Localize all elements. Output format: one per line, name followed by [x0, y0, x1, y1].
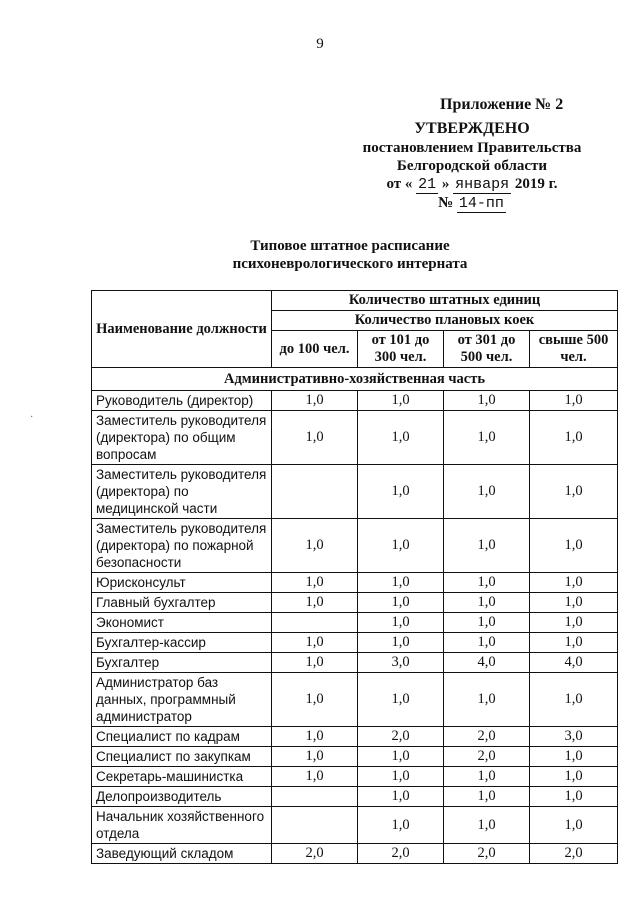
staff-units-value: 1,0	[358, 767, 444, 787]
staff-units-value: 1,0	[358, 633, 444, 653]
staff-units-value: 1,0	[530, 573, 618, 593]
staff-units-value: 1,0	[272, 573, 358, 593]
position-name: Заместитель руководителя (директора) по медицинской части	[92, 465, 272, 519]
position-name: Экономист	[92, 613, 272, 633]
approval-date	[322, 175, 622, 194]
table-row	[92, 613, 618, 633]
position-name: Начальник хозяйственного отдела	[92, 807, 272, 844]
title-line-2: психоневрологического интерната	[232, 256, 468, 272]
header-group-staff-units: Количество штатных единиц	[272, 291, 618, 311]
staff-units-value: 2,0	[444, 727, 530, 747]
staff-units-value: 4,0	[530, 653, 618, 673]
staff-units-value: 2,0	[272, 844, 358, 864]
staff-units-value: 1,0	[358, 747, 444, 767]
staff-units-value: 1,0	[444, 767, 530, 787]
staff-units-value: 1,0	[530, 411, 618, 465]
staff-units-value: 2,0	[444, 747, 530, 767]
appendix-label: Приложение № 2	[440, 96, 564, 113]
staff-units-value: 1,0	[530, 519, 618, 573]
margin-mark: ·	[30, 412, 34, 423]
staff-units-value	[272, 613, 358, 633]
staff-units-value: 1,0	[530, 673, 618, 727]
staff-units-value: 3,0	[530, 727, 618, 747]
staff-units-value: 1,0	[444, 411, 530, 465]
position-name: Юрисконсульт	[92, 573, 272, 593]
staff-units-value: 2,0	[358, 844, 444, 864]
header-col-1: до 100 чел.	[272, 331, 358, 368]
position-name: Заведующий складом	[92, 844, 272, 864]
staff-units-value: 1,0	[272, 411, 358, 465]
approval-word: УТВЕРЖДЕНО	[414, 120, 530, 137]
approval-line-3: Белгородской области	[396, 158, 548, 174]
staff-units-value: 1,0	[358, 391, 444, 411]
staff-units-value: 1,0	[272, 747, 358, 767]
date-prefix: от «	[386, 176, 413, 192]
staff-units-value: 1,0	[530, 593, 618, 613]
table-row	[92, 573, 618, 593]
staff-units-value: 1,0	[530, 807, 618, 844]
approval-line-2: постановлением Правительства	[362, 140, 582, 156]
header-col-4: свыше 500 чел.	[530, 331, 618, 368]
header-position: Наименование должности	[92, 291, 272, 368]
staff-units-value: 1,0	[358, 673, 444, 727]
title-line-1: Типовое штатное расписание	[250, 238, 450, 254]
staff-units-value: 1,0	[444, 787, 530, 807]
document-title	[0, 237, 640, 273]
staff-table	[91, 290, 618, 864]
staff-units-value: 1,0	[444, 807, 530, 844]
staff-units-value: 1,0	[444, 391, 530, 411]
staff-units-value: 1,0	[272, 391, 358, 411]
staff-units-value: 2,0	[530, 844, 618, 864]
staff-units-value: 1,0	[272, 519, 358, 573]
approval-number	[322, 194, 622, 213]
table-row	[92, 747, 618, 767]
staff-units-value	[272, 807, 358, 844]
table-row	[92, 727, 618, 747]
position-name: Бухгалтер	[92, 653, 272, 673]
staff-units-value: 1,0	[358, 613, 444, 633]
number-prefix: №	[438, 195, 454, 211]
number-value: 14-пп	[458, 195, 504, 212]
position-name: Заместитель руководителя (директора) по пожарной безопасности	[92, 519, 272, 573]
staff-units-value: 1,0	[272, 653, 358, 673]
table-row	[92, 807, 618, 844]
staff-units-value: 1,0	[444, 593, 530, 613]
table-row	[92, 593, 618, 613]
staff-units-value: 4,0	[444, 653, 530, 673]
table-row	[92, 411, 618, 465]
staff-units-value: 1,0	[358, 573, 444, 593]
date-year: 2019 г.	[514, 176, 558, 192]
staff-units-value: 1,0	[358, 519, 444, 573]
header-group-planned-beds: Количество плановых коек	[272, 311, 618, 331]
staff-units-value: 1,0	[444, 519, 530, 573]
staff-units-value: 1,0	[272, 673, 358, 727]
table-row	[92, 653, 618, 673]
staff-units-value: 1,0	[272, 767, 358, 787]
staff-units-value: 1,0	[444, 465, 530, 519]
table-row	[92, 633, 618, 653]
date-mid: »	[441, 176, 450, 192]
page-number: 9	[316, 36, 324, 52]
table-row	[92, 844, 618, 864]
staff-units-value: 1,0	[358, 465, 444, 519]
position-name: Руководитель (директор)	[92, 391, 272, 411]
table-row	[92, 519, 618, 573]
staff-units-value	[272, 787, 358, 807]
table-row	[92, 673, 618, 727]
position-name: Главный бухгалтер	[92, 593, 272, 613]
date-month: января	[455, 176, 510, 193]
position-name: Делопроизводитель	[92, 787, 272, 807]
position-name: Специалист по кадрам	[92, 727, 272, 747]
header-col-3: от 301 до 500 чел.	[444, 331, 530, 368]
approval-block	[322, 120, 622, 213]
staff-units-value: 1,0	[358, 411, 444, 465]
staff-units-value: 1,0	[444, 613, 530, 633]
date-day: 21	[418, 176, 437, 193]
table-row	[92, 391, 618, 411]
staff-units-value: 1,0	[530, 465, 618, 519]
table-row	[92, 787, 618, 807]
staff-units-value: 1,0	[358, 807, 444, 844]
position-name: Бухгалтер-кассир	[92, 633, 272, 653]
staff-units-value: 1,0	[530, 747, 618, 767]
position-name: Секретарь-машинистка	[92, 767, 272, 787]
table-row	[92, 465, 618, 519]
staff-units-value: 1,0	[530, 613, 618, 633]
staff-units-value: 1,0	[530, 787, 618, 807]
position-name: Заместитель руководителя (директора) по общим вопросам	[92, 411, 272, 465]
staff-units-value: 2,0	[358, 727, 444, 747]
staff-units-value: 1,0	[530, 391, 618, 411]
section-header: Административно-хозяйственная часть	[92, 368, 618, 391]
staff-units-value: 3,0	[358, 653, 444, 673]
staff-units-value: 1,0	[358, 787, 444, 807]
staff-units-value: 1,0	[444, 633, 530, 653]
staff-units-value: 2,0	[444, 844, 530, 864]
staff-units-value: 1,0	[272, 727, 358, 747]
staff-units-value: 1,0	[272, 633, 358, 653]
staff-units-value: 1,0	[530, 633, 618, 653]
header-col-2: от 101 до 300 чел.	[358, 331, 444, 368]
position-name: Администратор баз данных, программный администратор	[92, 673, 272, 727]
staff-units-value: 1,0	[444, 673, 530, 727]
staff-units-value: 1,0	[272, 593, 358, 613]
staff-units-value	[272, 465, 358, 519]
position-name: Специалист по закупкам	[92, 747, 272, 767]
staff-units-value: 1,0	[444, 573, 530, 593]
table-row	[92, 767, 618, 787]
staff-units-value: 1,0	[530, 767, 618, 787]
staff-units-value: 1,0	[358, 593, 444, 613]
